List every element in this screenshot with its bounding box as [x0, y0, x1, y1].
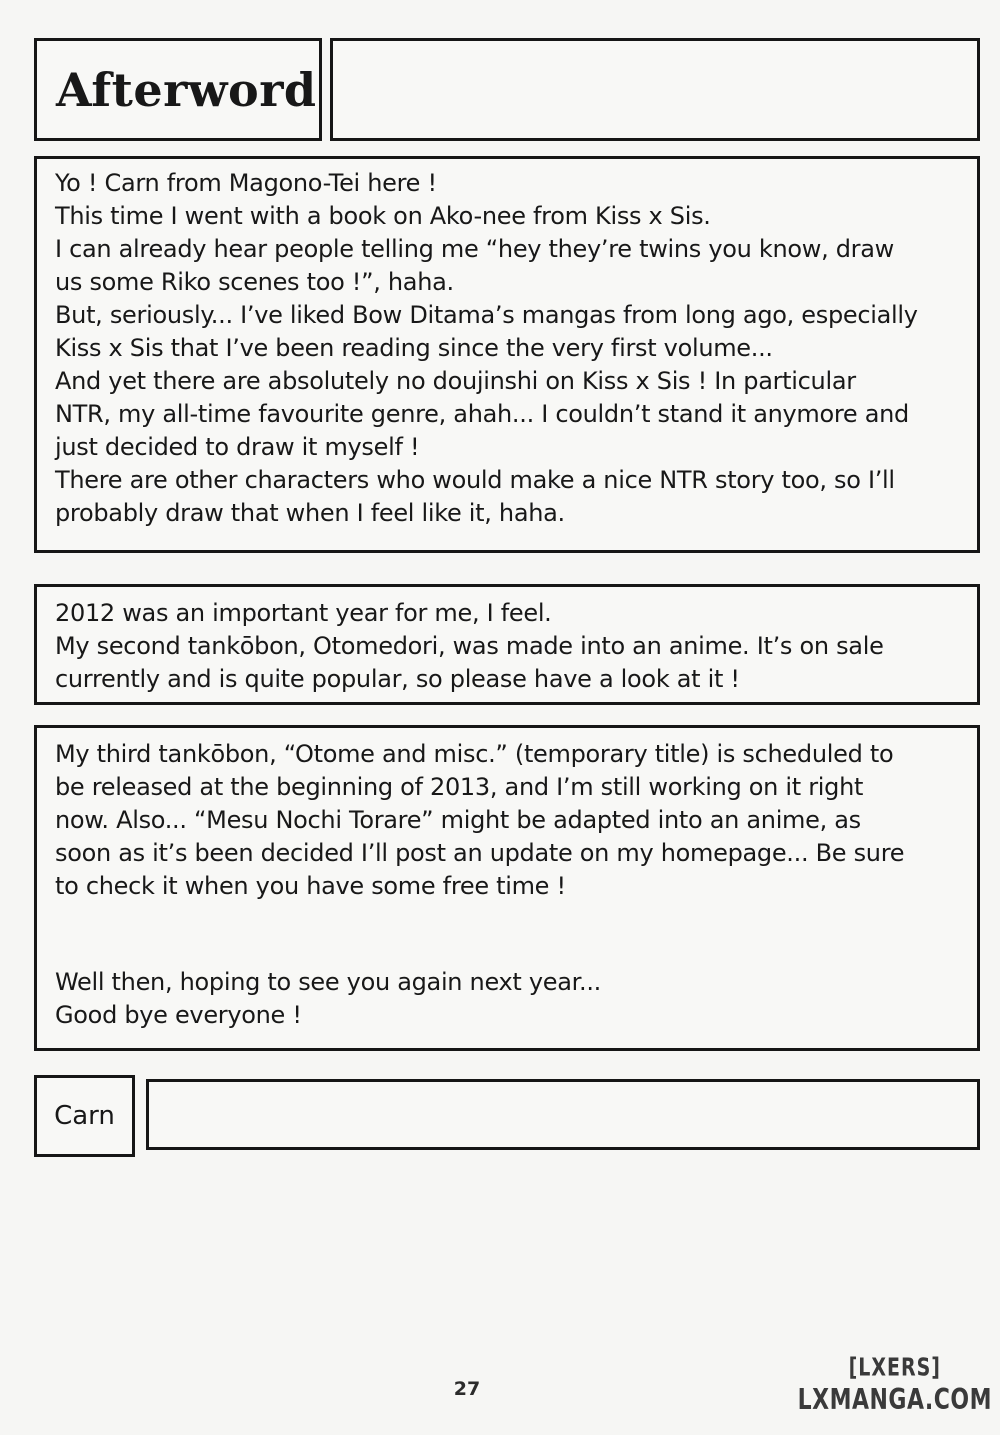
text-line: be released at the beginning of 2013, and I’m still working on it right — [55, 773, 864, 801]
watermark-group-name: [LXERS] — [848, 1353, 941, 1382]
text-line: Kiss x Sis that I’ve been reading since the very first volume... — [55, 334, 773, 362]
intro-paragraph — [55, 167, 959, 530]
watermark-site-name: LXMANGA.COM — [797, 1384, 992, 1417]
afterword-plans-box — [34, 725, 980, 1051]
text-line: There are other characters who would make a nice NTR story too, so I’ll — [55, 466, 895, 494]
bottom-blank-box — [146, 1079, 980, 1150]
text-line: My second tankōbon, Otomedori, was made into an anime. It’s on sale — [55, 632, 884, 660]
text-line: soon as it’s been decided I’ll post an update on my homepage... Be sure — [55, 839, 905, 867]
text-line: Good bye everyone ! — [55, 1001, 302, 1029]
text-line: currently and is quite popular, so please have a look at it ! — [55, 665, 740, 693]
text-line: My third tankōbon, “Otome and misc.” (temporary title) is scheduled to — [55, 740, 894, 768]
header-blank-box — [330, 38, 980, 141]
text-line: This time I went with a book on Ako-nee from Kiss x Sis. — [55, 202, 711, 230]
text-line: us some Riko scenes too !”, haha. — [55, 268, 454, 296]
year-paragraph — [55, 597, 959, 696]
signature-box — [34, 1075, 135, 1157]
text-line: Well then, hoping to see you again next year... — [55, 968, 601, 996]
afterword-intro-box — [34, 156, 980, 553]
text-line: But, seriously... I’ve liked Bow Ditama’s mangas from long ago, especially — [55, 301, 918, 329]
signature-label: Carn — [54, 1101, 115, 1131]
watermark — [798, 1352, 992, 1420]
text-line: NTR, my all-time favourite genre, ahah... I couldn’t stand it anymore and — [55, 400, 909, 428]
text-line: I can already hear people telling me “hey they’re twins you know, draw — [55, 235, 894, 263]
farewell-paragraph — [55, 966, 959, 1032]
afterword-year-box — [34, 584, 980, 705]
text-line: just decided to draw it myself ! — [55, 433, 420, 461]
text-line: now. Also... “Mesu Nochi Torare” might be adapted into an anime, as — [55, 806, 861, 834]
page-number: 27 — [453, 1378, 481, 1400]
plans-paragraph — [55, 738, 959, 903]
text-line: And yet there are absolutely no doujinshi on Kiss x Sis ! In particular — [55, 367, 856, 395]
text-line: Yo ! Carn from Magono-Tei here ! — [55, 169, 437, 197]
text-line: probably draw that when I feel like it, haha. — [55, 499, 565, 527]
text-line: 2012 was an important year for me, I feel. — [55, 599, 552, 627]
afterword-title-box — [34, 38, 322, 141]
page-title: Afterword — [56, 62, 317, 117]
text-line: to check it when you have some free time ! — [55, 872, 566, 900]
